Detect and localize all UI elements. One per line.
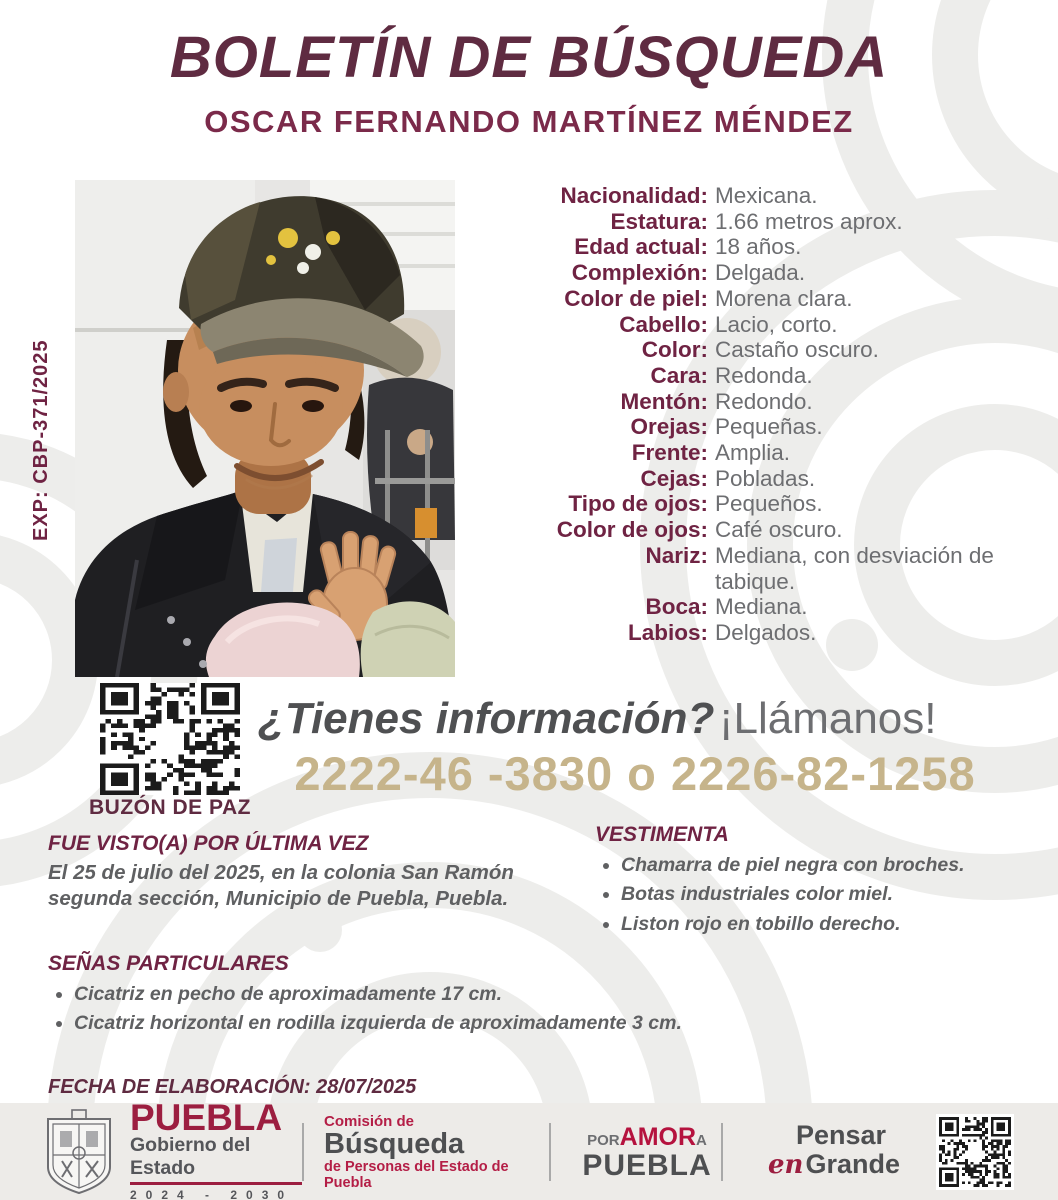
- clothing-item: • Liston rojo en tobillo derecho.: [621, 910, 1045, 939]
- puebla-coat-of-arms: [42, 1109, 116, 1195]
- detail-label: Color de piel:: [564, 285, 708, 311]
- person-name: OSCAR FERNANDO MARTÍNEZ MÉNDEZ: [204, 104, 854, 139]
- last-seen-title: FUE VISTO(A) POR ÚLTIMA VEZ: [48, 832, 369, 855]
- detail-label: Cara:: [650, 362, 708, 388]
- sign-item: • Cicatriz en pecho de aproximadamente 17 cm.: [74, 980, 828, 1009]
- detail-row: [524, 260, 1022, 286]
- call-us-text: ¡Llámanos!: [718, 694, 937, 743]
- detail-row: [524, 312, 1022, 338]
- detail-value: Mediana.: [715, 594, 808, 620]
- detail-row: [524, 337, 1022, 363]
- detail-row: [524, 209, 1022, 235]
- commission-line3: de Personas del Estado de Puebla: [324, 1158, 509, 1191]
- puebla-government-logo: [130, 1096, 302, 1200]
- case-number: EXP: CBP-371/2025: [30, 339, 52, 541]
- detail-label: Cejas:: [640, 465, 708, 491]
- detail-row: [524, 363, 1022, 389]
- detail-value: Mexicana.: [715, 183, 818, 208]
- buzon-qr-code: [100, 683, 240, 795]
- detail-value: Pobladas.: [715, 465, 816, 491]
- detail-label: Cabello:: [619, 311, 708, 337]
- clothing-title: VESTIMENTA: [595, 823, 729, 846]
- detail-value: Mediana, con desviación de tabique.: [715, 542, 994, 594]
- detail-value: Pequeñas.: [715, 414, 823, 440]
- detail-label: Boca:: [645, 594, 708, 620]
- photo-illustration: [75, 180, 455, 677]
- last-seen-section: [48, 832, 553, 912]
- por-text: POR: [587, 1131, 620, 1149]
- sign-item: • Cicatriz horizontal en rodilla izquierda de aproximadamente 3 cm.: [74, 1009, 828, 1038]
- detail-row: [524, 517, 1022, 543]
- footer-bar: [0, 1096, 1058, 1200]
- detail-row: [524, 389, 1022, 415]
- detail-row: [524, 183, 1022, 209]
- detail-row: [524, 440, 1022, 466]
- elaboration-date: FECHA DE ELABORACIÓN: 28/07/2025: [48, 1076, 417, 1098]
- question-text: ¿Tienes información?: [258, 694, 715, 743]
- commission-line1: Comisión de: [324, 1112, 415, 1130]
- last-seen-text: El 25 de julio del 2025, en la colonia San Ramón segunda sección, Municipio de Puebla, Puebla.: [48, 861, 514, 911]
- detail-row: [524, 234, 1022, 260]
- detail-value: 1.66 metros aprox.: [715, 208, 903, 234]
- phone-numbers: 2222-46 -3830 o 2226-82-1258: [294, 747, 976, 800]
- detail-label: Nariz:: [645, 542, 708, 568]
- detail-value: Amplia.: [715, 440, 791, 466]
- detail-label: Estatura:: [610, 208, 708, 234]
- por-amor-a-puebla-logo: [573, 1123, 721, 1181]
- detail-label: Color:: [641, 337, 708, 363]
- detail-value: Lacio, corto.: [715, 311, 838, 337]
- detail-row: [524, 491, 1022, 517]
- pensar-text: Pensar: [795, 1120, 887, 1151]
- detail-label: Frente:: [631, 440, 708, 466]
- en-text: en: [768, 1149, 804, 1180]
- clothing-item: • Botas industriales color miel.: [621, 880, 1045, 909]
- detail-row: [524, 543, 1022, 594]
- detail-row: [524, 286, 1022, 312]
- person-photo: [75, 180, 455, 677]
- detail-value: Pequeños.: [715, 491, 823, 517]
- detail-row: [524, 594, 1022, 620]
- detail-label: Nacionalidad:: [560, 183, 708, 208]
- detail-row: [524, 466, 1022, 492]
- detail-value: Morena clara.: [715, 285, 853, 311]
- detail-value: Castaño oscuro.: [715, 337, 879, 363]
- footer-divider: [721, 1123, 723, 1181]
- detail-label: Labios:: [627, 619, 708, 645]
- detail-row: [524, 414, 1022, 440]
- particular-signs-title: SEÑAS PARTICULARES: [48, 952, 289, 975]
- grande-text: Grande: [805, 1148, 900, 1179]
- detail-value: Café oscuro.: [715, 517, 843, 543]
- detail-label: Color de ojos:: [556, 517, 708, 543]
- person-details-list: [524, 183, 1022, 646]
- puebla-logo-subtitle: Gobierno del Estado: [130, 1134, 302, 1185]
- a-text: A: [696, 1131, 707, 1149]
- detail-row: [524, 620, 1022, 646]
- detail-value: 18 años.: [715, 234, 802, 260]
- detail-label: Edad actual:: [574, 234, 708, 260]
- puebla-logo-name: PUEBLA: [130, 1096, 283, 1138]
- poramor-puebla-text: PUEBLA: [582, 1148, 712, 1182]
- footer-divider: [549, 1123, 551, 1181]
- pensar-en-grande-logo: [749, 1120, 919, 1180]
- detail-value: Redondo.: [715, 388, 813, 414]
- clothing-section: [595, 823, 1045, 939]
- commission-line2: Búsqueda: [324, 1127, 465, 1160]
- detail-label: Tipo de ojos:: [568, 491, 708, 517]
- detail-label: Mentón:: [620, 388, 708, 414]
- puebla-logo-years: 2024 - 2030: [130, 1188, 294, 1200]
- page-title: BOLETÍN DE BÚSQUEDA: [169, 25, 889, 90]
- detail-label: Orejas:: [630, 414, 708, 440]
- buzon-de-paz-label: BUZÓN DE PAZ: [89, 796, 251, 819]
- contact-callout: [258, 694, 1028, 744]
- footer-qr-code: [936, 1114, 1014, 1190]
- detail-value: Delgada.: [715, 260, 806, 286]
- footer-divider: [302, 1123, 304, 1181]
- amor-text: AMOR: [619, 1122, 697, 1151]
- detail-value: Redonda.: [715, 362, 813, 388]
- search-commission-logo: [324, 1113, 549, 1191]
- detail-label: Complexión:: [571, 260, 708, 286]
- clothing-item: • Chamarra de piel negra con broches.: [621, 851, 1045, 880]
- particular-signs-section: [48, 952, 828, 1039]
- detail-value: Delgados.: [715, 619, 817, 645]
